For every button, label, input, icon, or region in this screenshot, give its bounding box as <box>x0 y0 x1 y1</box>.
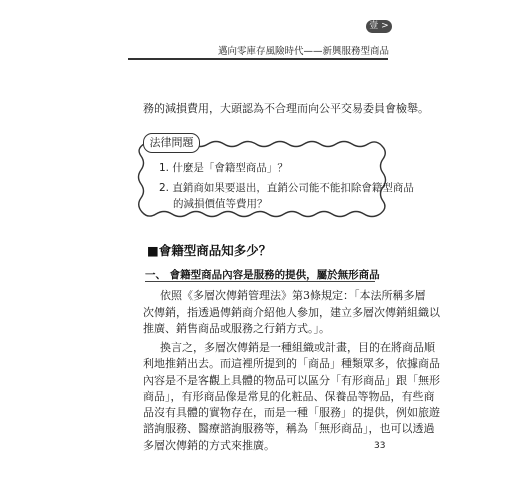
legal-question-item: 的減損價值等費用？ <box>173 198 268 210</box>
paragraph-line: 依照《多層次傳銷管理法》第3條規定：「本法所稱多層 <box>160 289 426 302</box>
paragraph-line: 利地推銷出去。而這裡所提到的「商品」種類眾多，依據商品 <box>143 357 440 370</box>
paragraph-line: 諮詢服務、醫療諮詢服務等，稱為「無形商品」，也可以透過 <box>143 422 435 435</box>
legal-question-item: 1. 什麼是「會籍型商品」？ <box>159 162 288 174</box>
section-title: ■會籍型商品知多少？ <box>147 243 272 258</box>
legal-question-item: 2. 直銷商如果要退出，直銷公司能不能扣除會籍型商品 <box>159 182 414 194</box>
intro-line: 務的減損費用，大頭認為不合理而向公平交易委員會檢舉。 <box>143 102 429 115</box>
chapter-badge: 壹 > <box>366 20 392 33</box>
paragraph-line: 商品」，有形商品像是常見的化粧品、保養品等物品，有些商 <box>143 390 435 403</box>
legal-box-title: 法律問題 <box>143 133 200 153</box>
paragraph-line: 換言之，多層次傳銷是一種組織或計畫，目的在將商品順 <box>160 341 435 354</box>
paragraph-line: 次傳銷，指透過傳銷商介紹他人參加，建立多層次傳銷組織以 <box>143 306 440 319</box>
subsection-rule <box>145 281 375 282</box>
page-number: 33 <box>374 441 386 451</box>
running-title: 邁向零庫存風險時代——新興服務型商品 <box>217 46 389 57</box>
paragraph-line: 推廣、銷售商品或服務之行銷方式。」。 <box>143 322 330 335</box>
header-rule <box>128 58 388 60</box>
subsection-title: 一、 會籍型商品內容是服務的提供，屬於無形商品 <box>145 269 380 281</box>
paragraph-line: 多層次傳銷的方式來推廣。 <box>143 439 275 452</box>
paragraph-line: 內容是不是客觀上具體的物品可以區分「有形商品」跟「無形 <box>143 374 440 387</box>
paragraph-line: 品沒有具體的實物存在，而是一種「服務」的提供，例如旅遊 <box>143 406 440 419</box>
